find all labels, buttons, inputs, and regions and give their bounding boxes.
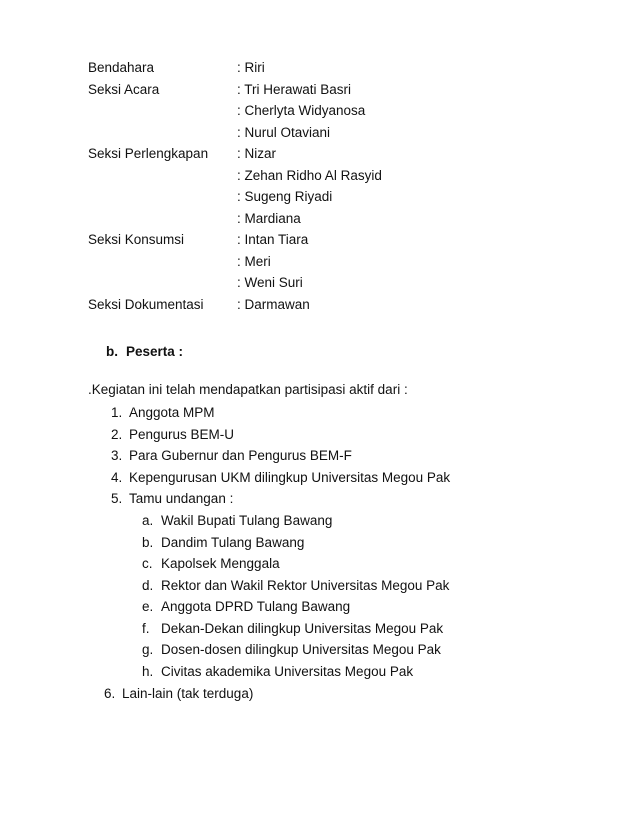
committee-member: : Zehan Ridho Al Rasyid: [237, 168, 382, 183]
committee-member: : Sugeng Riyadi: [237, 189, 333, 204]
list-marker: 1.: [111, 405, 123, 420]
list-item-text: Pengurus BEM-U: [129, 427, 235, 442]
list-item-text: Anggota MPM: [129, 405, 215, 420]
list-marker: 5.: [111, 491, 123, 506]
committee-member: : Intan Tiara: [237, 232, 309, 247]
list-marker: a.: [142, 513, 154, 528]
list-marker: 3.: [111, 448, 123, 463]
list-item-text: Wakil Bupati Tulang Bawang: [161, 513, 333, 528]
list-item: [111, 490, 233, 508]
list-item-text: Lain-lain (tak terduga): [122, 686, 254, 701]
section-b-heading: [106, 343, 183, 361]
list-item-text: Kapolsek Menggala: [161, 556, 280, 571]
committee-role: Seksi Acara: [88, 82, 160, 97]
committee-member: : Mardiana: [237, 211, 301, 226]
list-marker: c.: [142, 556, 153, 571]
list-item: [142, 534, 304, 552]
committee-member: : Tri Herawati Basri: [237, 82, 352, 97]
list-item-text: Dosen-dosen dilingkup Universitas Megou Pak: [161, 642, 441, 657]
list-item-text: Civitas akademika Universitas Megou Pak: [161, 664, 414, 679]
list-item: [142, 641, 441, 659]
participation-intro: .Kegiatan ini telah mendapatkan partisipasi aktif dari :: [88, 382, 408, 397]
list-item-text: Para Gubernur dan Pengurus BEM-F: [129, 448, 352, 463]
list-item: [111, 447, 352, 465]
list-item: [142, 555, 280, 573]
committee-role: Seksi Konsumsi: [88, 232, 185, 247]
list-marker: e.: [142, 599, 154, 614]
list-item: [142, 577, 449, 595]
list-item: [142, 598, 350, 616]
section-b-title: Peserta :: [126, 344, 184, 359]
list-item: [142, 620, 443, 638]
list-item-text: Kepengurusan UKM dilingkup Universitas Megou Pak: [129, 470, 451, 485]
list-item: [111, 426, 234, 444]
committee-member: : Cherlyta Widyanosa: [237, 103, 366, 118]
list-marker: 6.: [104, 686, 116, 701]
section-b-marker: b.: [106, 344, 118, 359]
committee-member: : Riri: [237, 60, 265, 75]
list-item-other: [104, 685, 253, 703]
committee-member: : Darmawan: [237, 297, 310, 312]
committee-role: Bendahara: [88, 60, 155, 75]
committee-member: : Nizar: [237, 146, 277, 161]
list-item-text: Dekan-Dekan dilingkup Universitas Megou Pak: [161, 621, 444, 636]
list-item: [142, 512, 332, 530]
list-item: [111, 469, 450, 487]
committee-member: : Nurul Otaviani: [237, 125, 331, 140]
list-marker: 4.: [111, 470, 123, 485]
committee-member: : Weni Suri: [237, 275, 303, 290]
list-marker: d.: [142, 578, 154, 593]
list-item: [111, 404, 215, 422]
list-marker: 2.: [111, 427, 123, 442]
list-item-text: Rektor dan Wakil Rektor Universitas Megou Pak: [161, 578, 450, 593]
list-item-text: Tamu undangan :: [129, 491, 234, 506]
list-marker: f.: [142, 621, 150, 636]
list-marker: b.: [142, 535, 154, 550]
committee-role: Seksi Dokumentasi: [88, 297, 204, 312]
committee-role: Seksi Perlengkapan: [88, 146, 209, 161]
list-item: [142, 663, 413, 681]
list-marker: g.: [142, 642, 154, 657]
committee-member: : Meri: [237, 254, 271, 269]
list-item-text: Anggota DPRD Tulang Bawang: [161, 599, 351, 614]
list-marker: h.: [142, 664, 154, 679]
list-item-text: Dandim Tulang Bawang: [161, 535, 305, 550]
